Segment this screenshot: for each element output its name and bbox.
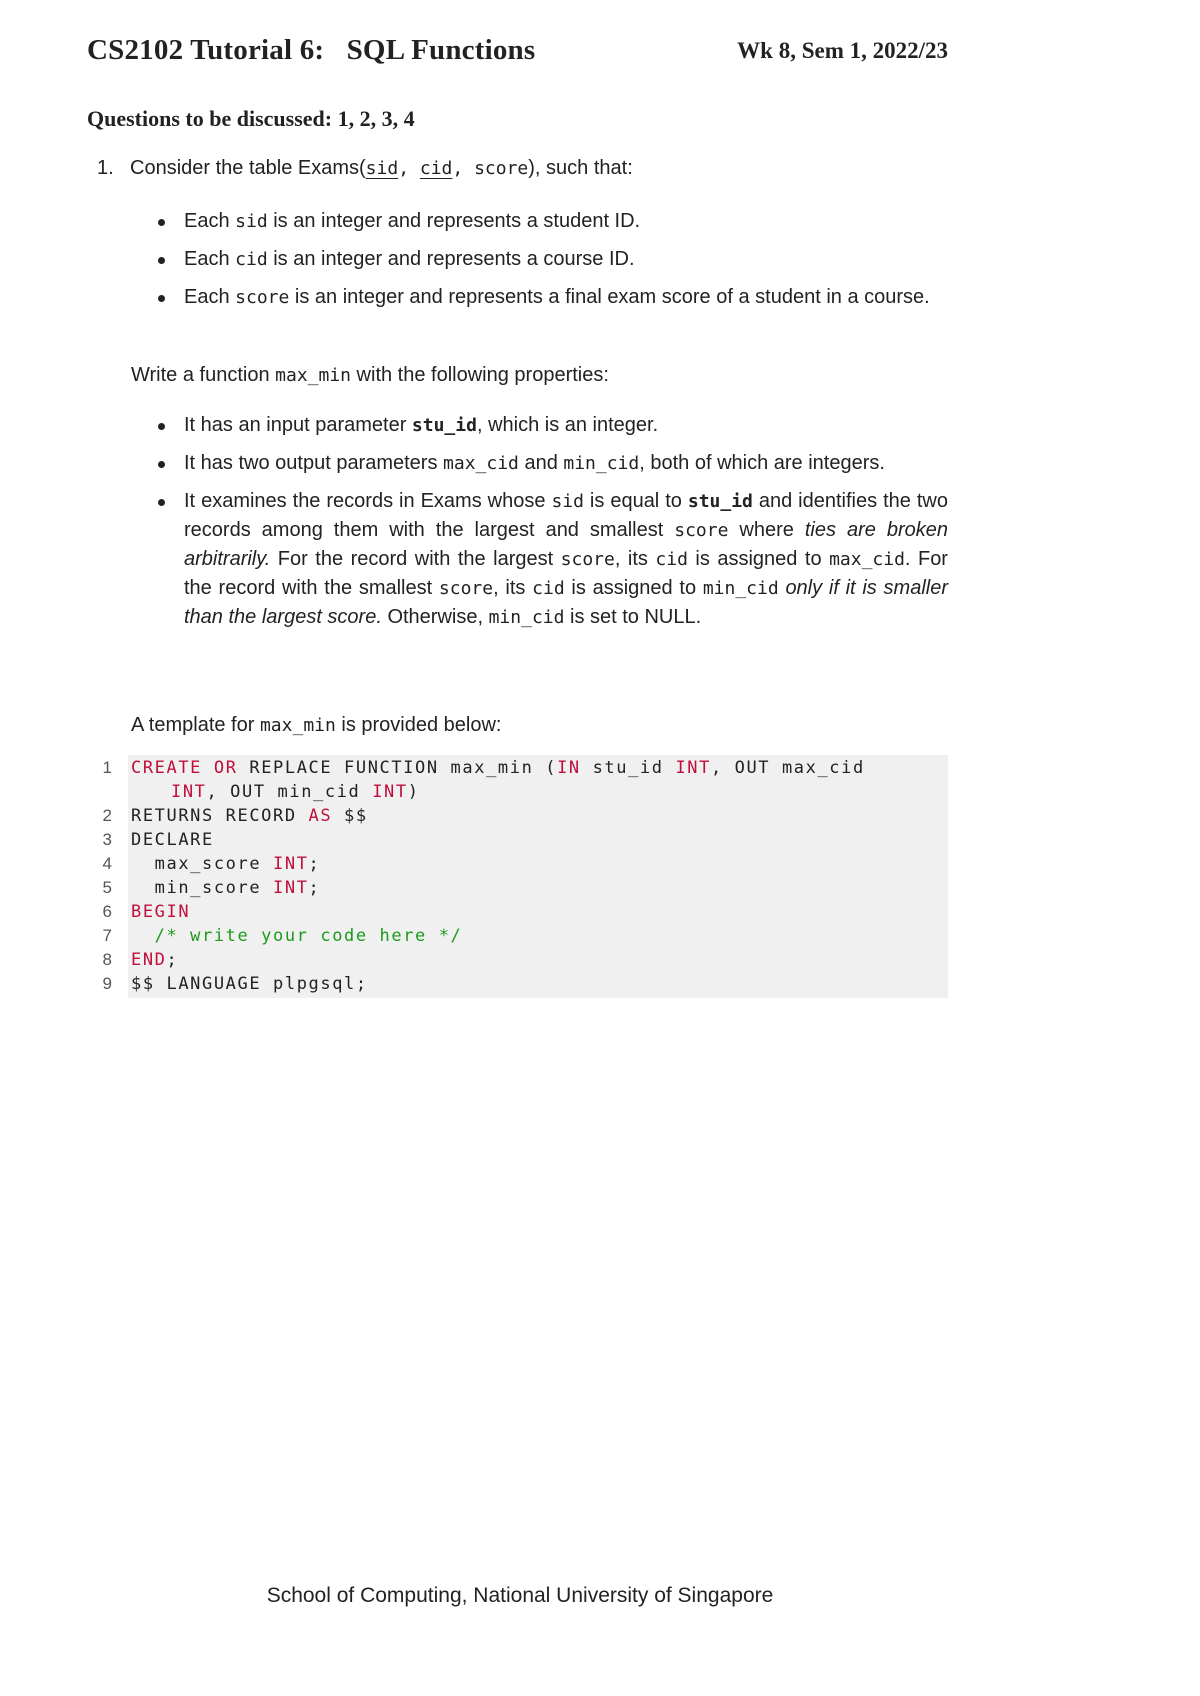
list-item: It has two output parameters max_cid and min_cid, both of which are integers. (158, 449, 948, 478)
question-number: 1. (97, 157, 114, 179)
code-line: 1 CREATE OR REPLACE FUNCTION max_min (IN stu_id INT, OUT max_cid (102, 758, 865, 778)
code-line: 7 /* write your code here */ (102, 926, 463, 946)
page-footer: School of Computing, National University of Singapore (266, 1584, 774, 1607)
code-line: 9 $$ LANGUAGE plpgsql; (102, 974, 368, 994)
code-line: 2 RETURNS RECORD AS $$ (102, 806, 368, 826)
function-properties-list (158, 411, 948, 641)
code-line: 8 END; (102, 950, 179, 970)
code-line: 3 DECLARE (102, 830, 214, 850)
list-item: Each cid is an integer and represents a course ID. (158, 245, 948, 274)
code-line: 5 min_score INT; (102, 878, 321, 898)
code-line: 6 BEGIN (102, 902, 191, 922)
schema-col-score: score (474, 158, 529, 179)
question-intro: Consider the table Exams(sid, cid, score), such that: (130, 157, 633, 179)
code-line: 4 max_score INT; (102, 854, 321, 874)
code-listing (87, 756, 957, 996)
term-label: Wk 8, Sem 1, 2022/23 (737, 38, 948, 63)
list-item: Each score is an integer and represents a final exam score of a student in a course. (158, 283, 948, 312)
list-item: Each sid is an integer and represents a student ID. (158, 207, 948, 236)
questions-heading: Questions to be discussed: 1, 2, 3, 4 (87, 106, 415, 131)
list-item: It examines the records in Exams whose sid is equal to stu_id and identifies the two records among them with the largest and smallest score where ties are broken arbitrarily. For the record with the largest score, its cid is assigned to max_cid. For the record with the smallest score, its cid is assigned to min_cid only if it is smaller than the largest score. Otherwise, min_cid is set to NULL. (158, 487, 948, 632)
list-item: It has an input parameter stu_id, which is an integer. (158, 411, 948, 440)
schema-col-cid: cid (419, 158, 453, 179)
table-properties-list (158, 207, 948, 321)
page-title: CS2102 Tutorial 6: SQL Functions (87, 34, 536, 66)
schema-col-sid: sid (365, 158, 399, 179)
template-paragraph: A template for max_min is provided below: (131, 714, 502, 736)
write-function-paragraph: Write a function max_min with the following properties: (131, 364, 609, 386)
code-line-continuation: INT, OUT min_cid INT) (171, 782, 420, 802)
